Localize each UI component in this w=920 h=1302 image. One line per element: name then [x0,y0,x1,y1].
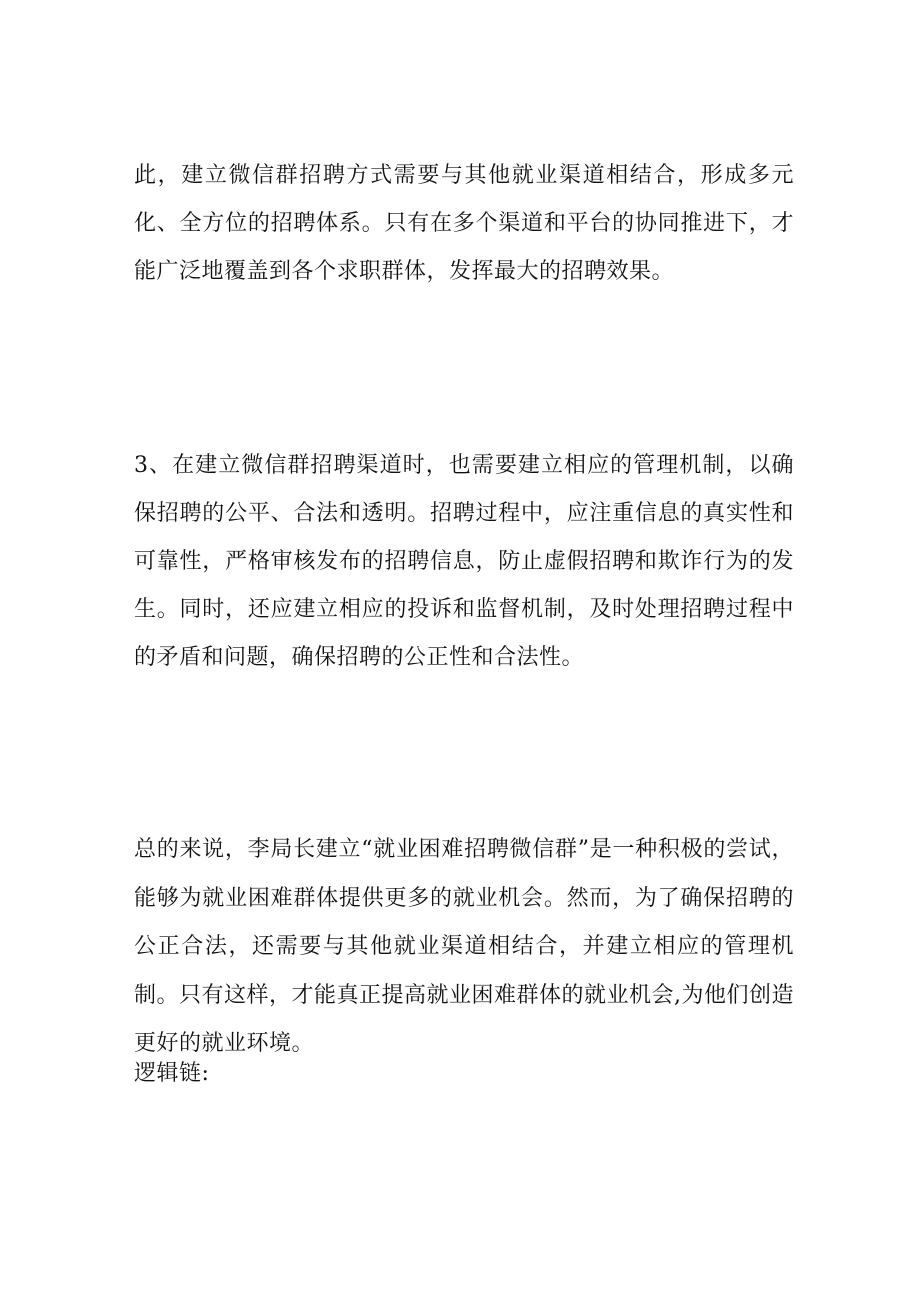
paragraph-conclusion: 总的来说，李局长建立“就业困难招聘微信群”是一种积极的尝试，能够为就业困难群体提供更多的就业机会。然而，为了确保招聘的公正合法，还需要与其他就业渠道相结合，并建立相应的管理机制。只有这样，才能真正提高就业困难群体的就业机会,为他们创造更好的就业环境。 [134,837,794,1056]
paragraph-management-mechanism: 3、在建立微信群招聘渠道时，也需要建立相应的管理机制，以确保招聘的公平、合法和透明。招聘过程中，应注重信息的真实性和可靠性，严格审核发布的招聘信息，防止虚假招聘和欺诈行为的发生。同时，还应建立相应的投诉和监督机制，及时处理招聘过程中的矛盾和问题，确保招聘的公正性和合法性。 [134,453,794,670]
logic-chain-label: 逻辑链: [134,1061,210,1086]
paragraph-multichannel: 此，建立微信群招聘方式需要与其他就业渠道相结合，形成多元化、全方位的招聘体系。只有在多个渠道和平台的协同推进下，才能广泛地覆盖到各个求职群体，发挥最大的招聘效果。 [134,163,794,284]
